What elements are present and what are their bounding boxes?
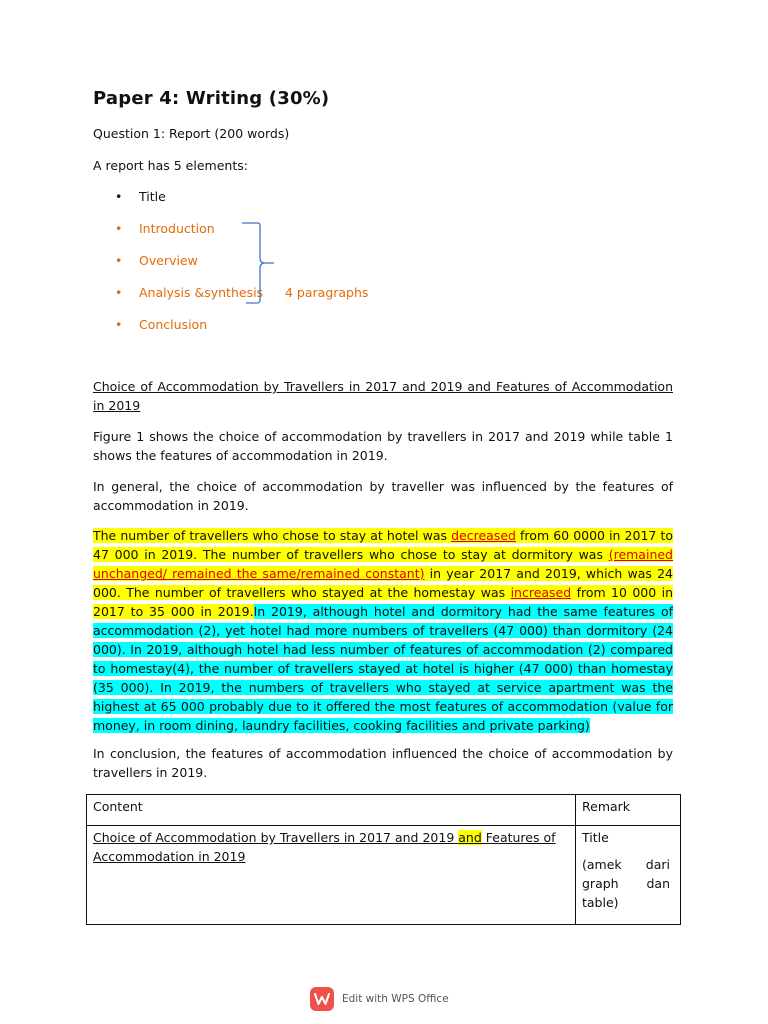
overview-paragraph: In general, the choice of accommodation by traveller was influenced by the features of accommodation in 2019.: [93, 479, 673, 513]
analysis-yellow-2: from 60 0000 in 2017 to 47 000 in 2019. The number of travellers who chose to stay at dormitory was: [93, 528, 673, 562]
wps-office-logo-icon: [310, 987, 334, 1011]
analysis-keyword-decreased: decreased: [451, 528, 516, 543]
content-remark-table: [86, 794, 681, 925]
analysis-yellow-4: from 10 000 in 2017 to 35 000 in 2019.: [93, 585, 673, 619]
list-item: [115, 188, 263, 220]
bullet-icon: •: [115, 253, 123, 268]
report-title: Choice of Accommodation by Travellers in 2017 and 2019 and Features of Accommodation in 2019: [93, 379, 673, 413]
element-introduction: Introduction: [139, 221, 215, 236]
bullet-icon: •: [115, 317, 123, 332]
wps-footer[interactable]: [310, 986, 449, 1012]
analysis-keyword-unchanged: (remained unchanged/ remained the same/remained constant): [93, 547, 673, 581]
footer-text: Edit with WPS Office: [342, 993, 449, 1005]
analysis-yellow-1: The number of travellers who chose to stay at hotel was: [93, 528, 452, 543]
conclusion-paragraph: In conclusion, the features of accommodation influenced the choice of accommodation by travellers in 2019.: [93, 746, 673, 780]
analysis-paragraph: [93, 526, 673, 735]
remark-note-line: (amek dari: [582, 857, 670, 872]
table-row: [87, 826, 681, 925]
remark-note-line: table): [582, 895, 619, 910]
introduction-paragraph: Figure 1 shows the choice of accommodation by travellers in 2017 and 2019 while table 1 shows the features of accommodation in 2019.: [93, 429, 673, 463]
content-text-a: Choice of Accommodation by Travellers in 2017 and 2019: [93, 830, 459, 845]
table-header-content: Content: [87, 795, 576, 826]
content-text-b: Features of Accommodation in 2019: [93, 830, 556, 864]
remark-note: [582, 855, 670, 912]
elements-intro: A report has 5 elements:: [93, 158, 248, 173]
list-item: [115, 316, 263, 348]
element-overview: Overview: [139, 253, 198, 268]
element-title: Title: [139, 189, 166, 204]
content-text-and: and: [458, 830, 482, 845]
table-row: [87, 795, 681, 826]
bullet-icon: •: [115, 189, 123, 204]
table-cell-content: [87, 826, 576, 925]
bullet-icon: •: [115, 285, 123, 300]
analysis-keyword-increased: increased: [510, 585, 572, 600]
question-line: Question 1: Report (200 words): [93, 126, 290, 141]
element-conclusion: Conclusion: [139, 317, 208, 332]
right-brace-icon: [240, 222, 280, 304]
page-heading: Paper 4: Writing (30%): [93, 88, 330, 109]
element-analysis: Analysis &synthesis: [139, 285, 264, 300]
table-cell-remark: [576, 826, 681, 925]
bullet-icon: •: [115, 221, 123, 236]
remark-title: Title: [582, 830, 609, 845]
analysis-yellow-3: in year 2017 and 2019, which was 24 000. The number of travellers who stayed at the homestay was: [93, 566, 673, 600]
paragraphs-note: 4 paragraphs: [285, 285, 369, 300]
analysis-cyan: In 2019, although hotel and dormitory had the same features of accommodation (2), yet hotel had more numbers of travellers (47 000) than dormitory (24 000). In 2019, although hotel had less number of features of accommodation (2) compared to homestay(4), the number of travellers stayed at hotel is higher (47 000) than homestay (35 000). In 2019, the numbers of travellers who stayed at service apartment was the highest at 65 000 probably due to it offered the most features of accommodation (value for money, in room dining, laundry facilities, cooking facilities and private parking): [93, 604, 673, 733]
table-header-remark: Remark: [576, 795, 681, 826]
remark-note-line: graph dan: [582, 876, 670, 891]
